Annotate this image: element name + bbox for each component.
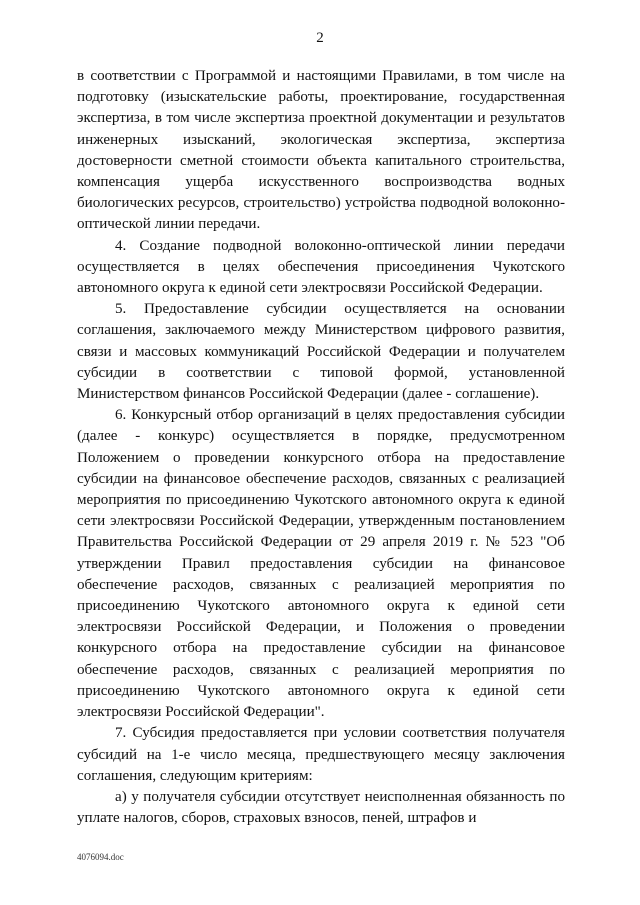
page-number: 2 bbox=[316, 30, 324, 46]
paragraph-7a: а) у получателя субсидии отсутствует неисполненная обязанность по уплате налогов, сборов, страховых взносов, пеней, штрафов и bbox=[77, 788, 565, 827]
document-file-code: 4076094.doc bbox=[77, 852, 124, 862]
paragraph-6: 6. Конкурсный отбор организаций в целях предоставления субсидии (далее - конкурс) осуществляется в порядке, предусмотренном Положением о проведении конкурсного отбора на предоставление субсидии на финансовое обеспечение расходов, связанных с реализацией мероприятия по присоединению Чукотского автономного округа к единой сети электросвязи Российской Федерации, утвержденным постановлением Правительства Российской Федерации от 29 апреля 2019 г. № 523 "Об утверждении Правил предоставления субсидии на финансовое обеспечение расходов, связанных с реализацией мероприятия по присоединению Чукотского автономного округа к единой сети электросвязи Российской Федерации, и Положения о проведении конкурсного отбора на предоставление субсидии на финансовое обеспечение расходов, связанных с реализацией мероприятия по присоединению Чукотского автономного округа к единой сети электросвязи Российской Федерации". bbox=[77, 407, 565, 721]
paragraph-4: 4. Создание подводной волоконно-оптической линии передачи осуществляется в целях обеспечения присоединения Чукотского автономного округа к единой сети электросвязи Российской Федерации. bbox=[77, 237, 565, 297]
document-body bbox=[77, 66, 565, 829]
paragraph-continuation: в соответствии с Программой и настоящими Правилами, в том числе на подготовку (изыскательские работы, проектирование, государственная экспертиза, в том числе экспертиза проектной документации и результатов инженерных изысканий, экологическая экспертиза, экспертиза достоверности сметной стоимости объекта капитального строительства, компенсация ущерба искусственного воспроизводства водных биологических ресурсов, строительство) устройства подводной волоконно-оптической линии передачи. bbox=[77, 68, 565, 233]
paragraph-5: 5. Предоставление субсидии осуществляется на основании соглашения, заключаемого между Министерством цифрового развития, связи и массовых коммуникаций Российской Федерации и получателем субсидии в соответствии с типовой формой, установленной Министерством финансов Российской Федерации (далее - соглашение). bbox=[77, 301, 565, 403]
paragraph-7: 7. Субсидия предоставляется при условии соответствия получателя субсидий на 1-е число месяца, предшествующего месяцу заключения соглашения, следующим критериям: bbox=[77, 725, 565, 784]
